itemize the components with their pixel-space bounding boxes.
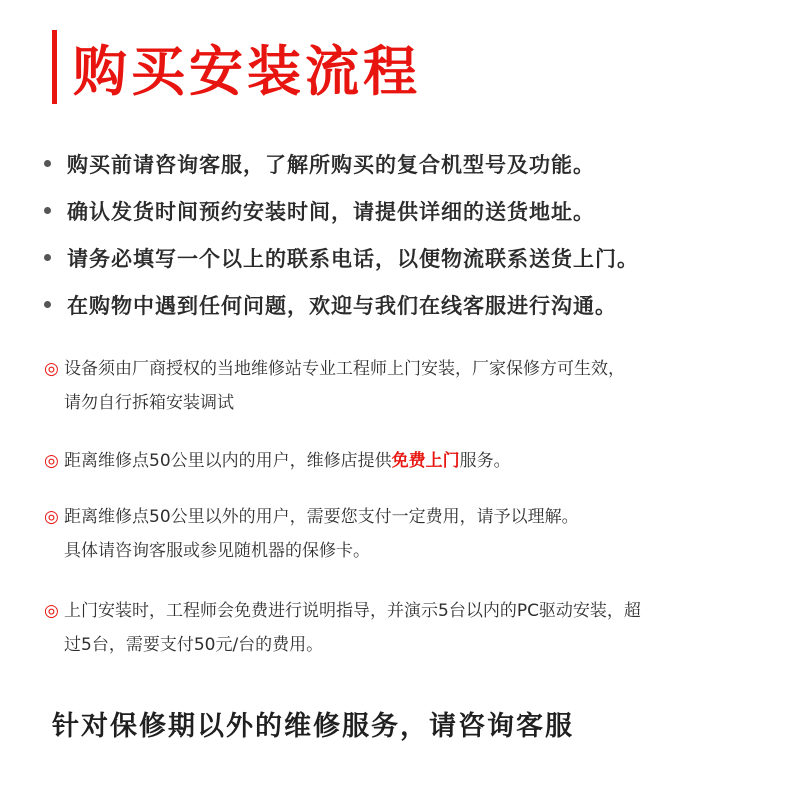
list-item <box>44 234 784 281</box>
list-item <box>44 187 784 234</box>
list-item <box>44 281 784 328</box>
footer-statement: 针对保修期以外的维修服务，请咨询客服 <box>52 711 574 742</box>
list-item-text: 确认发货时间预约安装时间，请提供详细的送货地址。 <box>67 199 595 224</box>
list-item-text: 请务必填写一个以上的联系电话，以便物流联系送货上门。 <box>67 246 639 271</box>
bullet-dot-icon <box>44 207 51 214</box>
bullseye-icon: ◎ <box>44 601 59 621</box>
note-pc-driver <box>44 594 641 662</box>
note-paid-service <box>44 500 579 568</box>
list-item-text: 在购物中遇到任何问题，欢迎与我们在线客服进行沟通。 <box>67 293 617 318</box>
note-text: 上门安装时，工程师会免费进行说明指导，并演示5台以内的PC驱动安装，超 <box>64 601 641 621</box>
bullet-dot-icon <box>44 301 51 308</box>
note-free-service <box>44 444 511 478</box>
bullet-dot-icon <box>44 254 51 261</box>
process-list <box>44 140 784 328</box>
list-item <box>44 140 784 187</box>
page-title: 购买安装流程 <box>73 39 421 103</box>
title-accent-bar <box>52 30 57 104</box>
note-text: 距离维修点50公里以外的用户，需要您支付一定费用，请予以理解。 <box>64 507 579 527</box>
bullseye-icon: ◎ <box>44 507 59 527</box>
note-text: 过5台，需要支付50元/台的费用。 <box>64 635 324 655</box>
free-onsite-highlight: 免费上门 <box>391 451 460 471</box>
note-text: 距离维修点50公里以内的用户，维修店提供 <box>64 451 392 471</box>
note-text: 服务。 <box>459 451 511 471</box>
note-text: 设备须由厂商授权的当地维修站专业工程师上门安装，厂家保修方可生效， <box>64 359 625 379</box>
bullseye-icon: ◎ <box>44 359 59 379</box>
list-item-text: 购买前请咨询客服，了解所购买的复合机型号及功能。 <box>67 152 595 177</box>
bullet-dot-icon <box>44 160 51 167</box>
bullseye-icon: ◎ <box>44 451 59 471</box>
note-text: 请勿自行拆箱安装调试 <box>64 393 234 413</box>
note-installation <box>44 352 625 420</box>
note-text: 具体请咨询客服或参见随机器的保修卡。 <box>64 541 370 561</box>
title-block <box>52 28 421 106</box>
